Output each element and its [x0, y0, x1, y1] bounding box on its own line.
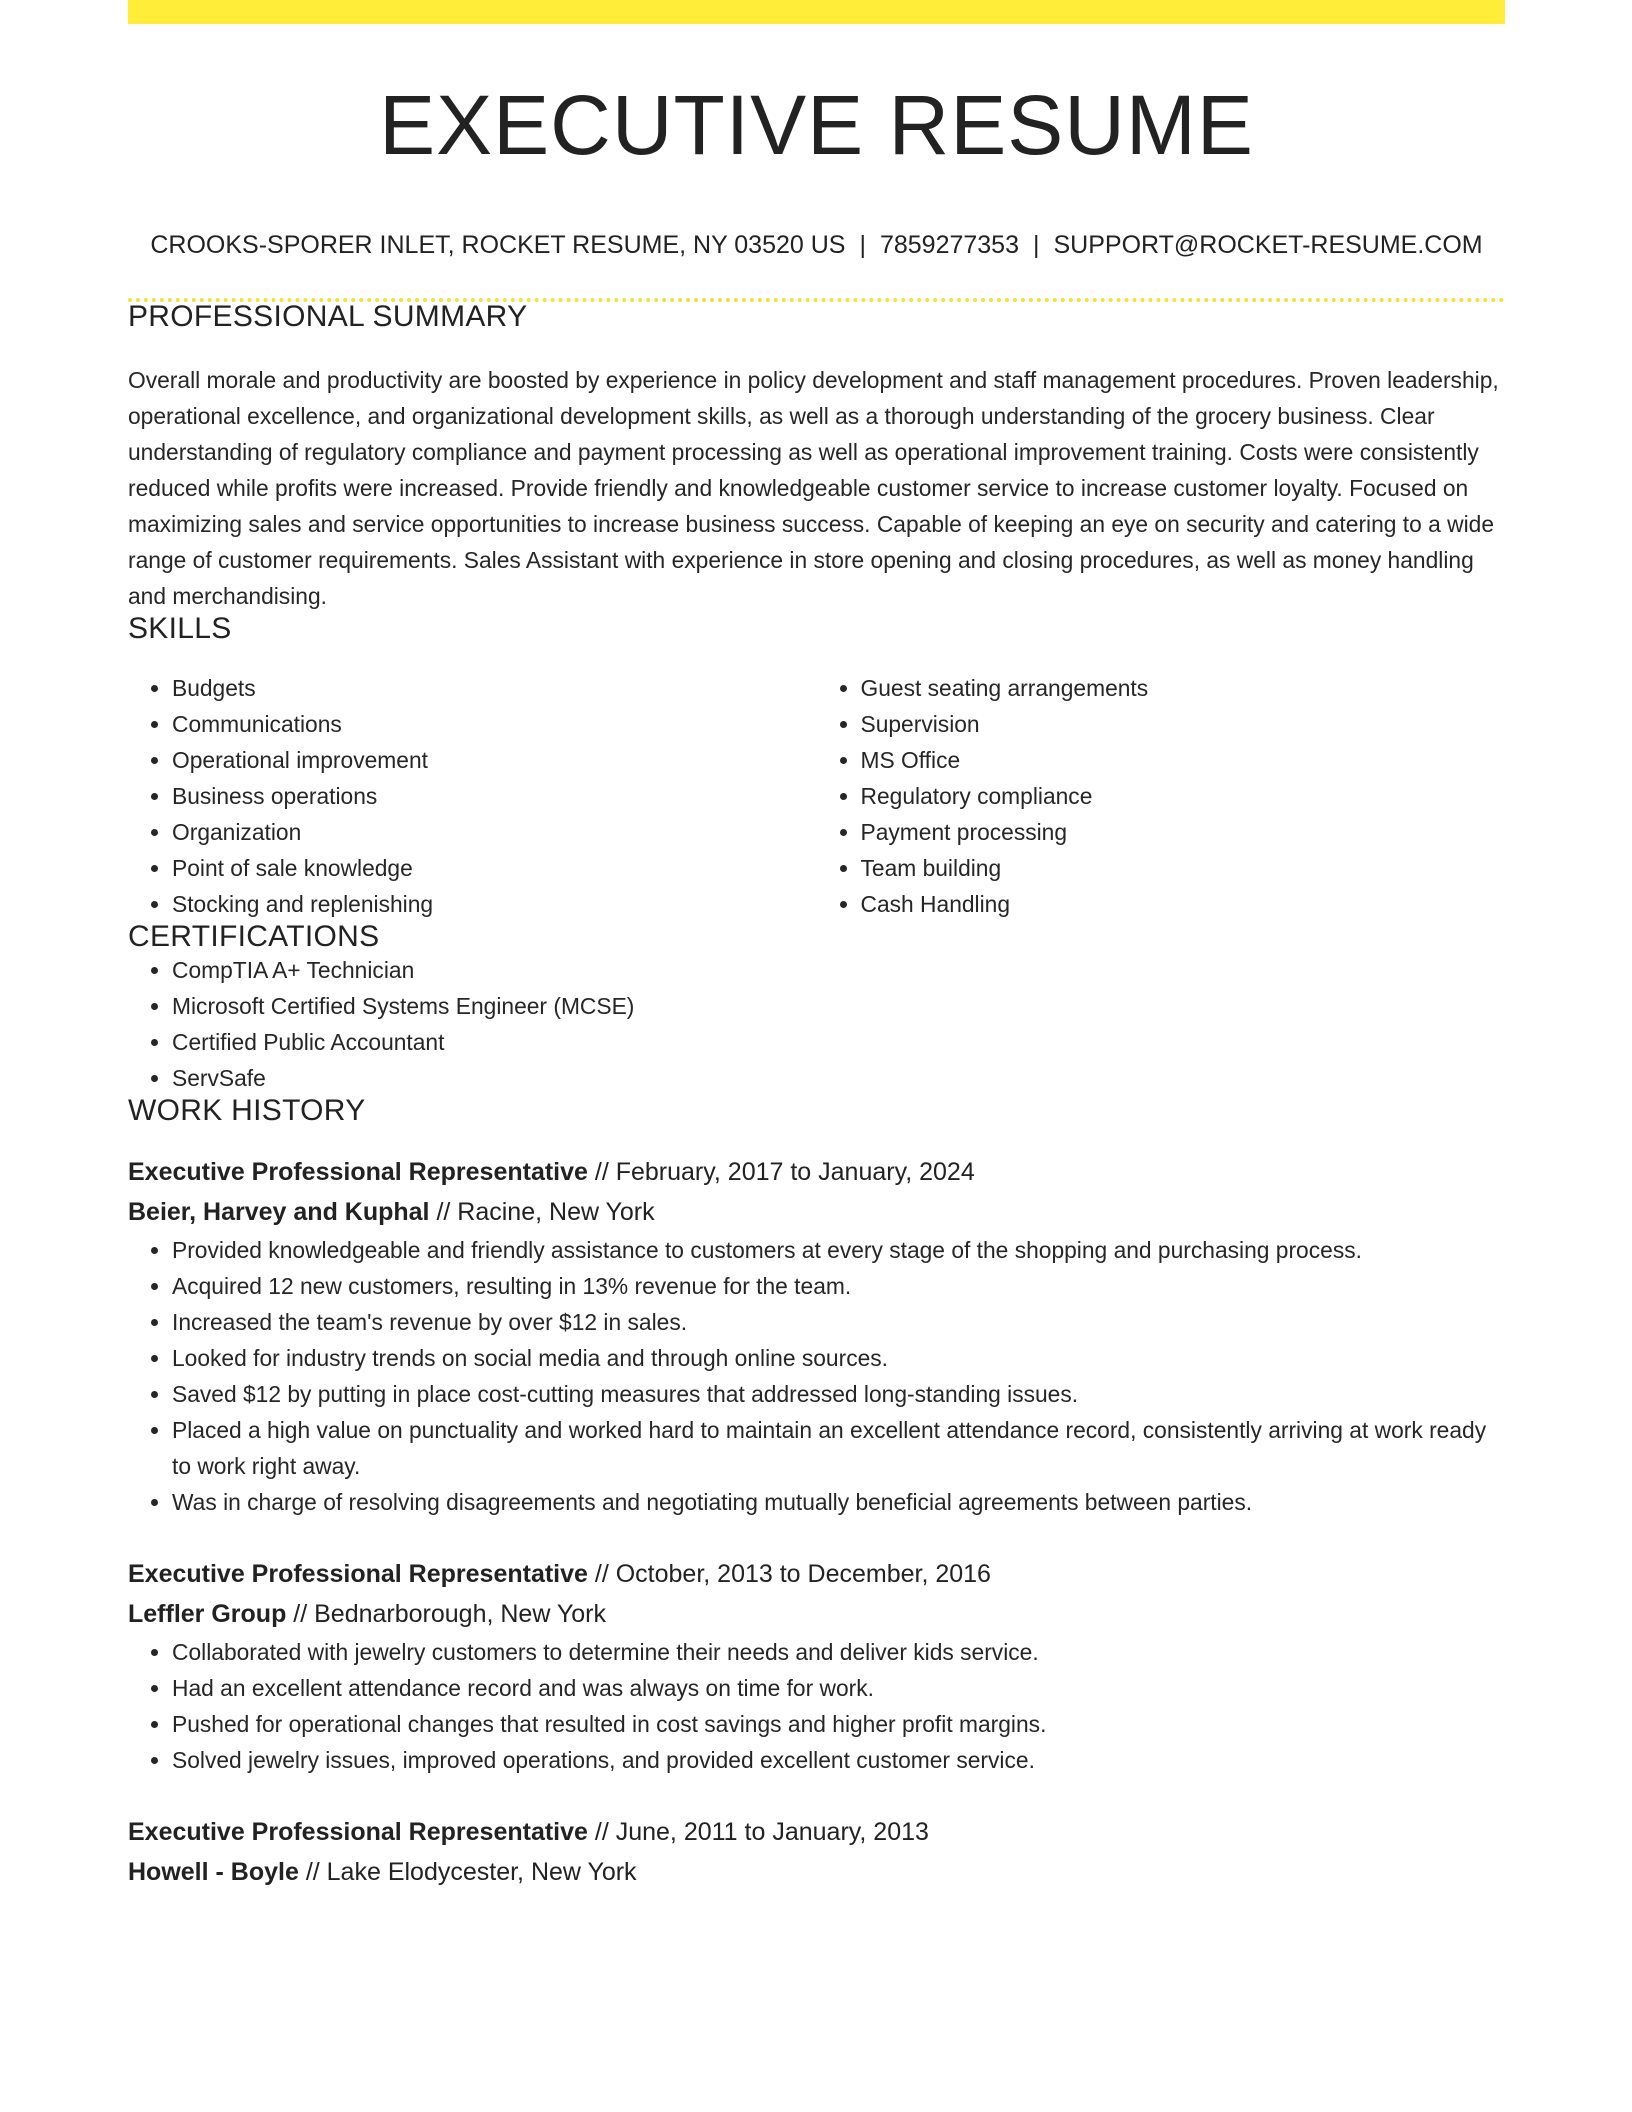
- certification-item: • CompTIA A+ Technician: [172, 952, 1505, 988]
- job-dates: // October, 2013 to December, 2016: [587, 1560, 991, 1588]
- summary-heading: PROFESSIONAL SUMMARY: [128, 300, 528, 333]
- contact-phone: 7859277353: [879, 231, 1019, 259]
- skill-item: • Team building: [861, 850, 1506, 886]
- contact-email: SUPPORT@ROCKET-RESUME.COM: [1053, 231, 1483, 259]
- skill-item: • Operational improvement: [172, 742, 817, 778]
- skill-item: • Regulatory compliance: [861, 778, 1506, 814]
- contact-separator: |: [1033, 231, 1040, 259]
- job-duty-item: • Provided knowledgeable and friendly assistance to customers at every stage of the shopping and purchasing process.: [172, 1232, 1505, 1268]
- job-duty-item: • Was in charge of resolving disagreements and negotiating mutually beneficial agreements between parties.: [172, 1484, 1505, 1520]
- certifications-heading: CERTIFICATIONS: [128, 920, 380, 953]
- job-duties-list: [128, 1232, 1505, 1520]
- skill-item: • Communications: [172, 706, 817, 742]
- certification-item: • ServSafe: [172, 1060, 1505, 1096]
- skills-list-left: [128, 670, 817, 922]
- work-history-list: [128, 1152, 1505, 1892]
- skills-heading: SKILLS: [128, 612, 232, 645]
- job-title-line: [128, 1554, 1505, 1594]
- job-duty-item: • Saved $12 by putting in place cost-cutting measures that addressed long-standing issues.: [172, 1376, 1505, 1412]
- skill-item: • Business operations: [172, 778, 817, 814]
- job-title-line: [128, 1152, 1505, 1192]
- job-duty-item: • Collaborated with jewelry customers to determine their needs and deliver kids service.: [172, 1634, 1505, 1670]
- contact-separator: |: [859, 231, 866, 259]
- contact-line: [128, 233, 1505, 258]
- skills-list-right: [817, 670, 1506, 922]
- job-duty-item: • Solved jewelry issues, improved operations, and provided excellent customer service.: [172, 1742, 1505, 1778]
- skill-item: • Cash Handling: [861, 886, 1506, 922]
- contact-address: CROOKS-SPORER INLET, ROCKET RESUME, NY 03520 US: [150, 231, 846, 259]
- job-company-line: [128, 1192, 1505, 1232]
- job-duty-item: • Had an excellent attendance record and was always on time for work.: [172, 1670, 1505, 1706]
- job-company-line: [128, 1852, 1505, 1892]
- skill-item: • Guest seating arrangements: [861, 670, 1506, 706]
- job-company-line: [128, 1594, 1505, 1634]
- job-company: Leffler Group: [128, 1600, 287, 1628]
- resume-page: [128, 0, 1505, 1892]
- job-duty-item: • Placed a high value on punctuality and worked hard to maintain an excellent attendance record, consistently arriving at work ready to work right away.: [172, 1412, 1505, 1484]
- skill-item: • Budgets: [172, 670, 817, 706]
- skills-columns: [128, 670, 1505, 922]
- job-title-line: [128, 1812, 1505, 1852]
- skill-item: • Point of sale knowledge: [172, 850, 817, 886]
- job-company: Beier, Harvey and Kuphal: [128, 1198, 430, 1226]
- skill-item: • Payment processing: [861, 814, 1506, 850]
- accent-bar: [128, 0, 1505, 24]
- summary-text: Overall morale and productivity are boosted by experience in policy development and staff management procedures. Proven leadership, operational excellence, and organizational development skills, as well as a thorough understanding of the grocery business. Clear understanding of regulatory compliance and payment processing as well as operational improvement training. Costs were consistently reduced while profits were increased. Provide friendly and knowledgeable customer service to increase customer loyalty. Focused on maximizing sales and service opportunities to increase business success. Capable of keeping an eye on security and catering to a wide range of customer requirements. Sales Assistant with experience in store opening and closing procedures, as well as money handling and merchandising.: [128, 367, 1499, 609]
- certification-item: • Certified Public Accountant: [172, 1024, 1505, 1060]
- work-history-heading: WORK HISTORY: [128, 1094, 366, 1127]
- job-dates: // June, 2011 to January, 2013: [587, 1818, 929, 1846]
- job-entry: [128, 1152, 1505, 1520]
- skill-item: • MS Office: [861, 742, 1506, 778]
- certifications-list: [128, 952, 1505, 1096]
- job-role: Executive Professional Representative: [128, 1818, 588, 1846]
- certification-item: • Microsoft Certified Systems Engineer (MCSE): [172, 988, 1505, 1024]
- skill-item: • Organization: [172, 814, 817, 850]
- job-dates: // February, 2017 to January, 2024: [587, 1158, 975, 1186]
- job-entry: [128, 1812, 1505, 1892]
- job-location: // Bednarborough, New York: [286, 1600, 606, 1628]
- job-duty-item: • Increased the team's revenue by over $12 in sales.: [172, 1304, 1505, 1340]
- resume-name: EXECUTIVE RESUME: [379, 78, 1254, 172]
- job-duty-item: • Pushed for operational changes that resulted in cost savings and higher profit margins.: [172, 1706, 1505, 1742]
- job-role: Executive Professional Representative: [128, 1560, 588, 1588]
- job-duty-item: • Looked for industry trends on social media and through online sources.: [172, 1340, 1505, 1376]
- job-company: Howell - Boyle: [128, 1858, 299, 1886]
- skill-item: • Supervision: [861, 706, 1506, 742]
- job-location: // Racine, New York: [429, 1198, 655, 1226]
- job-role: Executive Professional Representative: [128, 1158, 588, 1186]
- skill-item: • Stocking and replenishing: [172, 886, 817, 922]
- job-duty-item: • Acquired 12 new customers, resulting in 13% revenue for the team.: [172, 1268, 1505, 1304]
- job-entry: [128, 1554, 1505, 1778]
- job-duties-list: [128, 1634, 1505, 1778]
- job-location: // Lake Elodycester, New York: [298, 1858, 637, 1886]
